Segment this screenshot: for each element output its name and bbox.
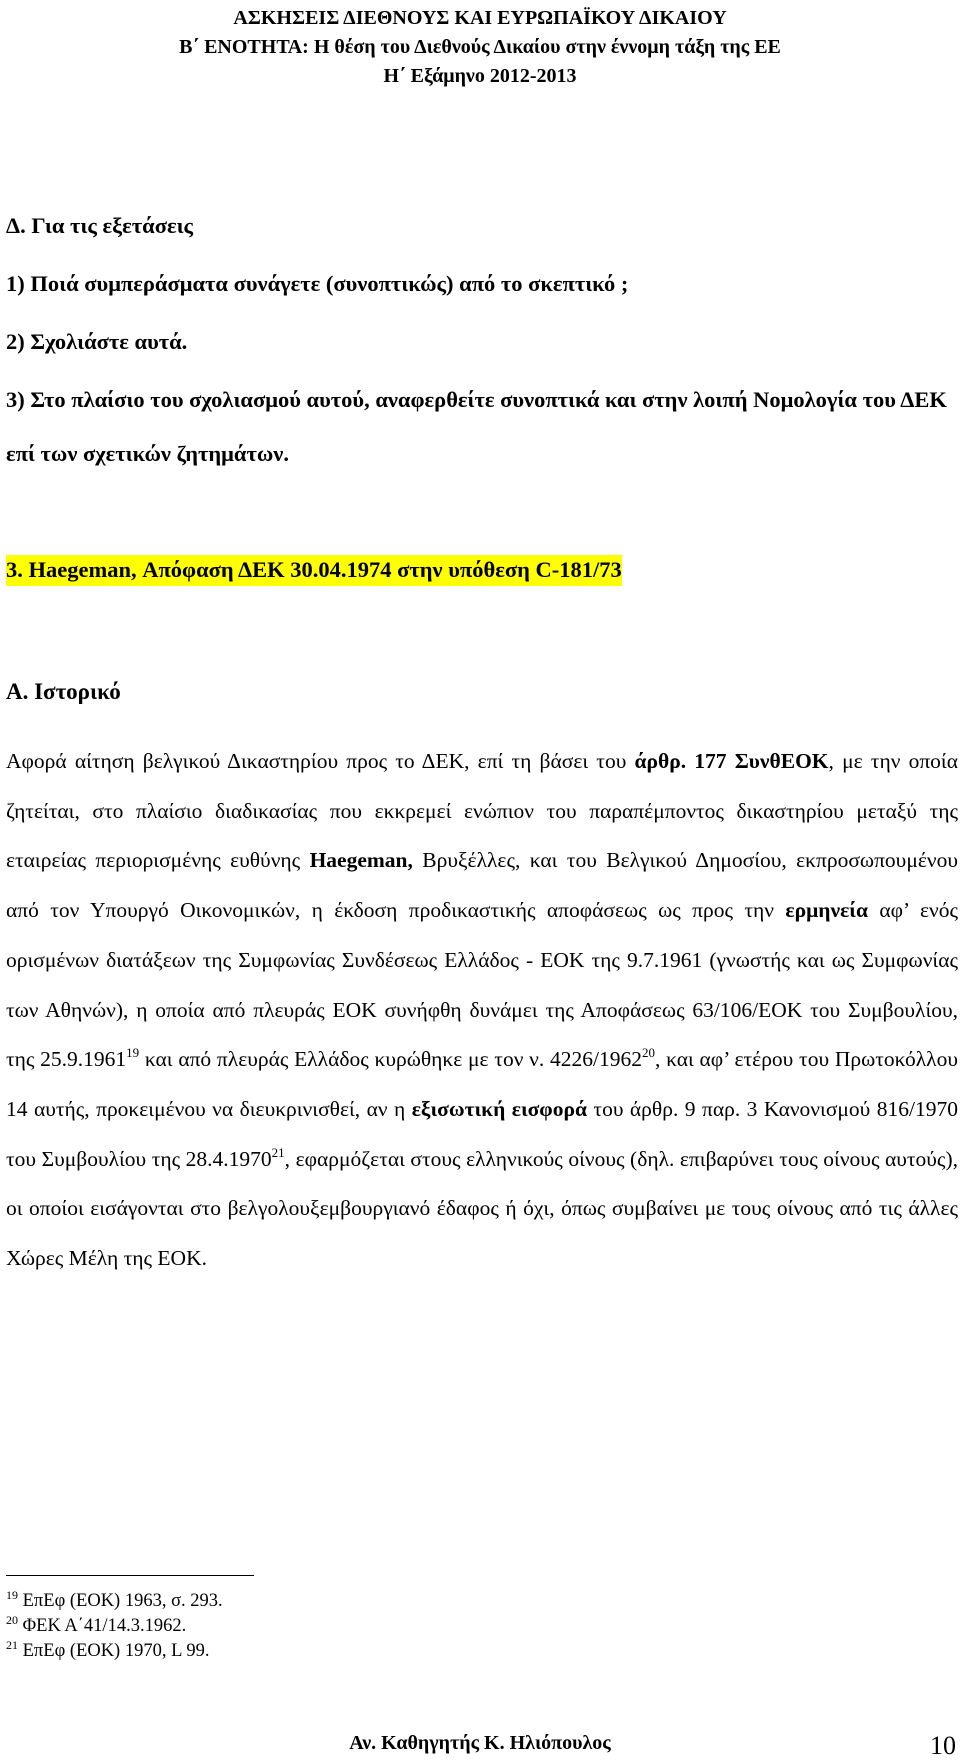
body-text-segment: , και αφ’ ετέρου του Πρωτοκόλλου 14 αυτής, προκειμένου να διευκρινισθεί, αν η: [6, 1047, 958, 1121]
body-text-segment: Αφορά αίτηση βελγικού Δικαστηρίου προς το ΔΕΚ, επί τη βάσει του: [6, 749, 635, 773]
footnote-text: ΦΕΚ Α΄41/14.3.1962.: [18, 1616, 187, 1636]
body-bold-article: άρθρ. 177 ΣυνθΕΟΚ: [634, 749, 829, 773]
header-course-title: ΑΣΚΗΣΕΙΣ ΔΙΕΘΝΟΥΣ ΚΑΙ ΕΥΡΩΠΑΪΚΟΥ ΔΙΚΑΙΟΥ: [233, 7, 727, 29]
header-unit-title: Β΄ ΕΝΟΤΗΤΑ: Η θέση του Διεθνούς Δικαίου στην έννομη τάξη της ΕΕ: [179, 36, 781, 58]
body-text-segment: Βρυξέλλες, και του Βελγικού Δημοσίου, εκπροσωπουμένου από τον Υπουργό Οικονομικών, η έκδοση προδικαστικής αποφάσεως ως προς την: [6, 848, 958, 923]
footnote-ref-19[interactable]: 19: [126, 1045, 140, 1061]
exam-question-2: 2) Σχολιάστε αυτά.: [6, 329, 188, 354]
body-bold-interpretation: ερμηνεία: [785, 898, 868, 923]
case-title: [6, 553, 622, 587]
footnote-19: [6, 1589, 223, 1614]
footnote-text: ΕπΕφ (ΕΟΚ) 1963, σ. 293.: [18, 1591, 223, 1611]
exam-question-1: 1) Ποιά συμπεράσματα συνάγετε (συνοπτικώς) από το σκεπτικό ;: [6, 271, 629, 296]
footnote-21: [6, 1639, 223, 1664]
body-text-segment: και από πλευράς Ελλάδος κυρώθηκε με τον ν. 4226/1962: [139, 1047, 642, 1072]
body-paragraph: [6, 737, 958, 1284]
page-header: [0, 4, 960, 91]
body-text-segment: του άρθρ. 9 παρ. 3 Κανονισμού 816/1970 του Συμβουλίου της 28.4.1970: [6, 1096, 959, 1171]
body-bold-levy: εξισωτική εισφορά: [411, 1096, 587, 1121]
footer-author: Αν. Καθηγητής Κ. Ηλιόπουλος: [349, 1732, 611, 1754]
footnote-number: 20: [6, 1613, 18, 1627]
page-number: 10: [930, 1731, 956, 1760]
footnote-ref-21[interactable]: 21: [271, 1144, 285, 1160]
exam-heading: Δ. Για τις εξετάσεις: [6, 213, 194, 238]
footnote-number: 21: [6, 1638, 18, 1652]
footnote-number: 19: [6, 1588, 18, 1602]
exam-questions: [6, 197, 958, 481]
body-text-segment: , εφαρμόζεται στους ελληνικούς οίνους (δηλ. επιβαρύνει τους οίνους αυτούς), οι οποίοι εισάγονται στο βελγολουξεμβουργιανό έδαφος ή όχι, όπως συμβαίνει με τους οίνους από τις άλλες Χώρες Μέλη της ΕΟΚ.: [6, 1146, 958, 1271]
header-semester: Η΄ Εξάμηνο 2012-2013: [383, 65, 577, 87]
footnote-ref-20[interactable]: 20: [641, 1045, 655, 1061]
footnotes: [6, 1589, 223, 1664]
case-title-highlight: 3. Haegeman, Απόφαση ΔΕΚ 30.04.1974 στην υπόθεση C-181/73: [6, 555, 622, 586]
exam-question-3: 3) Στο πλαίσιο του σχολιασμού αυτού, αναφερθείτε συνοπτικά και στην λοιπή Νομολογία του ΔΕΚ επί των σχετικών ζητημάτων.: [6, 387, 947, 466]
footnote-20: [6, 1614, 223, 1639]
body-text-segment: αφ’ ενός ορισμένων διατάξεων της Συμφωνίας Συνδέσεως Ελλάδος - ΕΟΚ της 9.7.1961 (γνωστής και ως Συμφωνίας των Αθηνών), η οποία από πλευράς ΕΟΚ συνήφθη δυνάμει της Αποφάσεως 63/106/ΕΟΚ του Συμβουλίου, της 25.9.1961: [6, 898, 958, 1072]
footnote-separator: [6, 1575, 254, 1576]
body-text-segment: , με την οποία ζητείται, στο πλαίσιο διαδικασίας που εκκρεμεί ενώπιον του παραπέμποντος δικαστηρίου μεταξύ της εταιρείας περιορισμένης ευθύνης: [6, 749, 958, 873]
body-bold-company: Haegeman,: [309, 848, 413, 873]
footnote-text: ΕπΕφ (ΕΟΚ) 1970, L 99.: [18, 1641, 210, 1661]
section-title: Α. Ιστορικό: [6, 679, 121, 704]
